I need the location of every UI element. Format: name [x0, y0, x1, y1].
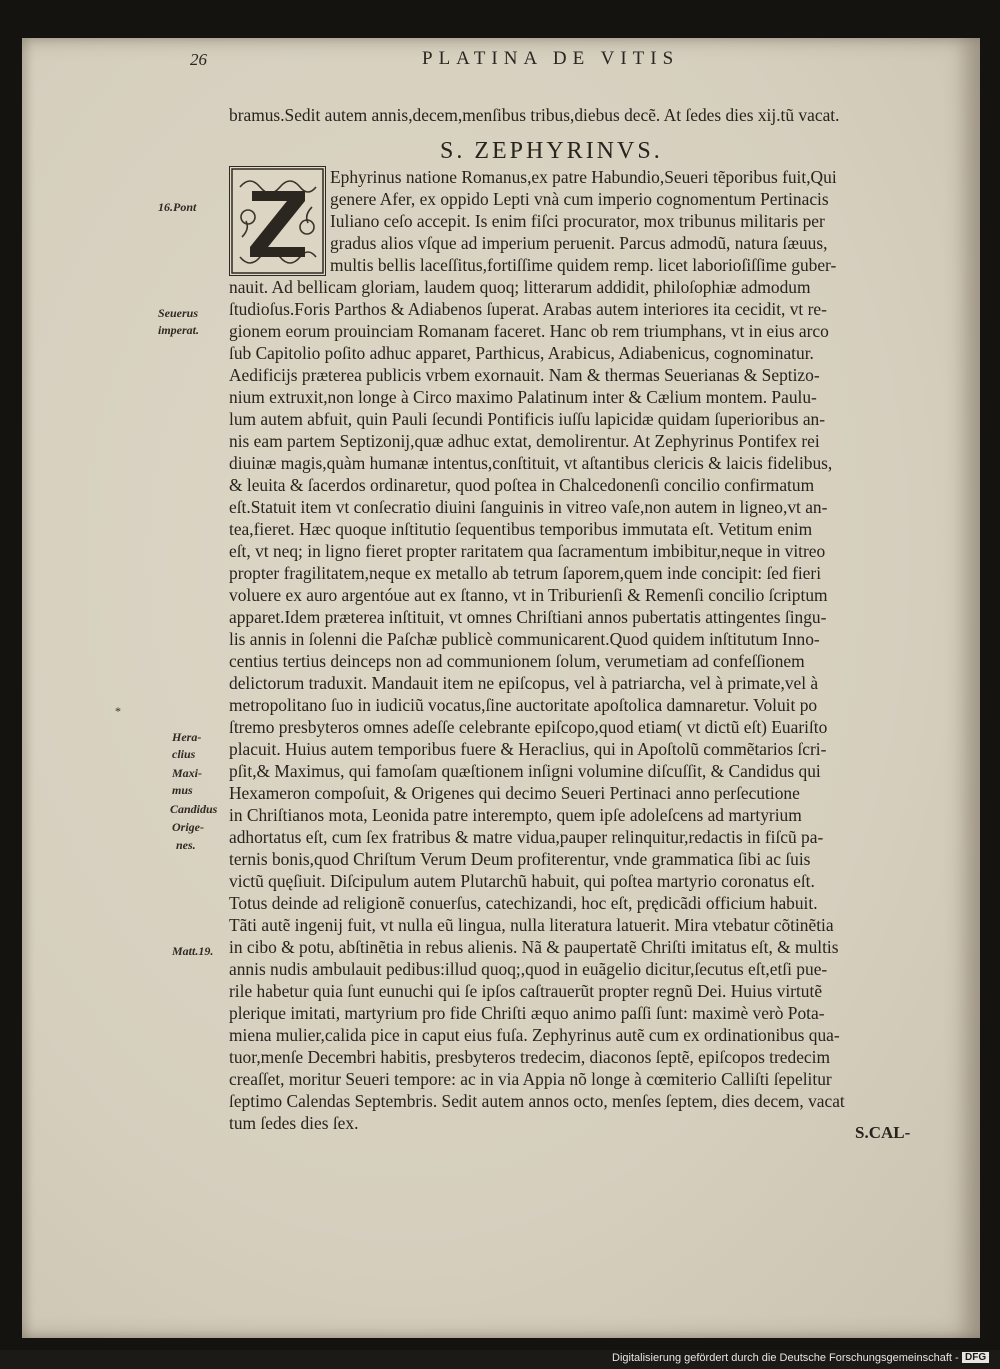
text-line: Tãti autẽ ingenij fuit, vt nulla eũ lingua, nulla literatura latuerit. Mira vtebatur cõtinẽtia — [229, 915, 834, 935]
text-line: lum autem abfuit, quin Pauli ſecundi Pontificis iuſſu lapicidæ quidam ſuperioribus an- — [229, 409, 826, 429]
margin-note-matt: Matt.19. — [172, 944, 214, 958]
text-line: Totus deinde ad religionẽ conuerſus, catechizandi, hoc eſt, prędicãdi officium habuit. — [229, 893, 818, 913]
text-line: ſtudioſus.Foris Parthos & Adiabenos ſuperat. Arabas autem interiores ita cecidit, vt re- — [229, 299, 827, 319]
catchword: S.CAL- — [855, 1123, 911, 1142]
chapter-title: S. ZEPHYRINVS. — [440, 138, 663, 164]
text-line: Iuliano ceſo accepit. Is enim fiſci procurator, mox tribunus militaris per — [330, 211, 825, 231]
text-line: plerique imitati, martyrium pro fide Chriſti æquo animo paſſi ſunt: maximè verò Pota- — [229, 1003, 825, 1023]
text-line: voluere ex auro argentóue aut ex ſtanno, vt in Triburienſi & Remenſi concilio ſcriptum — [229, 585, 828, 605]
text-line: multis bellis laceſſitus,fortiſſime quidem remp. licet laborioſiſſime guber- — [330, 255, 837, 275]
text-line: tea,fieret. Hæc quoque inſtitutio ſequentibus temporibus immutata eſt. Vetitum enim — [229, 519, 813, 539]
margin-note-nes: nes. — [176, 838, 196, 852]
text-line: metropolitano ſuo in iudiciũ vocatus,ſine auctoritate apoſtolica damnaretur. Voluit po — [229, 695, 818, 715]
top-line — [229, 104, 919, 126]
decorated-initial — [229, 166, 326, 276]
text-line — [229, 1134, 919, 1156]
margin-note-mus: mus — [172, 783, 193, 797]
text-line: in cibo & potu, abſtinẽtia in rebus alienis. Nã & paupertatẽ Chriſti imitatus eſt, & multis — [229, 937, 839, 957]
text-line: nauit. Ad bellicam gloriam, laudem quoq; litterarum addidit, philoſophiæ admodum — [229, 277, 811, 297]
initial-z-ornament-icon — [230, 167, 325, 275]
text-line: victũ quęſiuit. Diſcipulum autem Plutarchũ habuit, qui poſtea martyrio coronatus eſt. — [229, 871, 815, 891]
text-line: pſit,& Maximus, qui famoſam quæſtionem inſigni volumine diſcuſſit, & Candidus qui — [229, 761, 821, 781]
text-line: in Chriſtianos mota, Leonida patre interempto, quem ipſe adoleſcens ad martyrium — [229, 805, 802, 825]
initial-paragraph — [330, 166, 920, 276]
text-line: propter fragilitatem,neque ex metallo ab tetrum ſaporem,quem inde concipit: ſed fieri — [229, 563, 822, 583]
text-line: bramus.Sedit autem annis,decem,menſibus tribus,diebus decẽ. At ſedes dies xij.tũ vacat. — [229, 105, 840, 125]
text-line: centius tertius deinceps non ad communionem ſolum, verumetiam ad confeſſionem — [229, 651, 805, 671]
text-line: annis nudis ambulauit pedibus:illud quoq;,quod in euãgelio dicitur,ſecutus eſt,etſi pue- — [229, 959, 828, 979]
margin-note-imperat: imperat. — [158, 323, 199, 337]
text-line: Hexameron compoſuit, & Origenes qui decimo Seueri Pertinaci anno perſecutione — [229, 783, 800, 803]
text-line: ſtremo presbyteros omnes adeſſe celebrante epiſcopo,quod etiam( vt dictũ eſt) Euariſto — [229, 717, 828, 737]
margin-note-orige: Orige- — [172, 820, 204, 834]
digitization-credit: Digitalisierung gefördert durch die Deutsche Forschungsgemeinschaft - — [612, 1352, 959, 1364]
margin-note-pont: 16.Pont — [158, 200, 197, 214]
margin-note-seuerus: Seuerus — [158, 306, 199, 320]
text-line: rile habetur quia ſunt eunuchi qui ſe ipſos caſtrauerũt propter regnũ Dei. Huius virtutẽ — [229, 981, 823, 1001]
margin-note-candidus: Candidus — [170, 802, 218, 816]
text-line: Ephyrinus natione Romanus,ex patre Habundio,Seueri tẽporibus fuit,Qui — [330, 167, 837, 187]
dfg-logo: DFG — [962, 1352, 989, 1363]
text-line: tuor,menſe Decembri habitis, presbyteros tredecim, diaconos ſeptẽ, epiſcopos tredecim — [229, 1047, 831, 1067]
text-line: ſub Capitolio poſito adhuc apparet, Parthicus, Arabicus, Adiabenicus, cognominatur. — [229, 343, 814, 363]
text-line: gionem eorum prouinciam Romanam faceret. Hanc ob rem triumphans, vt in eius arco — [229, 321, 829, 341]
margin-note-clius: clius — [172, 747, 196, 761]
text-line: ternis bonis,quod Chriſtum Verum Deum profiterentur, vnde grammatica ſibi ac ſuis — [229, 849, 811, 869]
running-head: PLATINA DE VITIS — [422, 48, 680, 69]
margin-note-hera: Hera- — [172, 730, 202, 744]
page-number: 26 — [190, 50, 207, 69]
page-header — [190, 48, 750, 76]
text-line: adhortatus eſt, cum ſex fratribus & matre vidua,pauper relinquitur,redactis in fiſcũ pa- — [229, 827, 824, 847]
text-line: & leuita & ſacerdos ordinaretur, quod poſtea in Chalcedonenſi concilio confirmatum — [229, 475, 815, 495]
text-line: creaſſet, moritur Seueri tempore: ac in via Appia nõ longe à cœmiterio Calliſti ſepelitur — [229, 1069, 832, 1089]
text-line: gradus alios vſque ad imperium peruenit. Parcus admodũ, natura ſæuus, — [330, 233, 828, 253]
text-line: ſeptimo Calendas Septembris. Sedit autem annos octo, menſes ſeptem, dies decem, vacat — [229, 1091, 845, 1111]
margin-asterisk: * — [115, 704, 121, 718]
text-line: diuinæ magis,quàm humanæ intentus,conſtituit, vt aſtantibus clericis & laicis fidelibus, — [229, 453, 833, 473]
text-line: eſt.Statuit item vt conſecratio diuini ſanguinis in vitreo vaſe,non autem in ligneo,vt an- — [229, 497, 828, 517]
text-line: Aedificijs præterea publicis vrbem exornauit. Nam & thermas Seuerianas & Septizo- — [229, 365, 820, 385]
text-line: tum ſedes dies ſex. — [229, 1113, 359, 1133]
text-line: nium extruxit,non longe à Circo maximo Palatinum inter & Cælium montem. Paulu- — [229, 387, 817, 407]
text-line: genere Afer, ex oppido Lepti vnà cum imperio cognomentum Pertinacis — [330, 189, 829, 209]
text-line: apparet.Idem præterea inſtituit, vt omnes Chriſtiani annos pubertatis attingentes ſingu- — [229, 607, 827, 627]
text-line: miena mulier,calida pice in caput eius fuſa. Zephyrinus autẽ cum ex ordinationibus qua- — [229, 1025, 840, 1045]
text-line: eſt, vt neq; in ligno fieret propter raritatem qua ſacramentum imbibitur,neque in vitreo — [229, 541, 826, 561]
text-line: delictorum traduxit. Mandauit item ne epiſcopus, vel à patriarcha, vel à primate,vel à — [229, 673, 819, 693]
text-line: lis annis in ſolenni die Paſchæ publicè communicarent.Quod quidem inſtitutum Inno- — [229, 629, 820, 649]
text-line: placuit. Huius autem temporibus fuere & Heraclius, qui in Apoſtolũ commẽtarios ſcri- — [229, 739, 827, 759]
margin-note-maxi: Maxi- — [172, 766, 202, 780]
body-paragraph — [229, 276, 919, 1156]
text-line: nis eam partem Septizonij,quæ adhuc extat, demolirentur. At Zephyrinus Pontifex rei — [229, 431, 820, 451]
